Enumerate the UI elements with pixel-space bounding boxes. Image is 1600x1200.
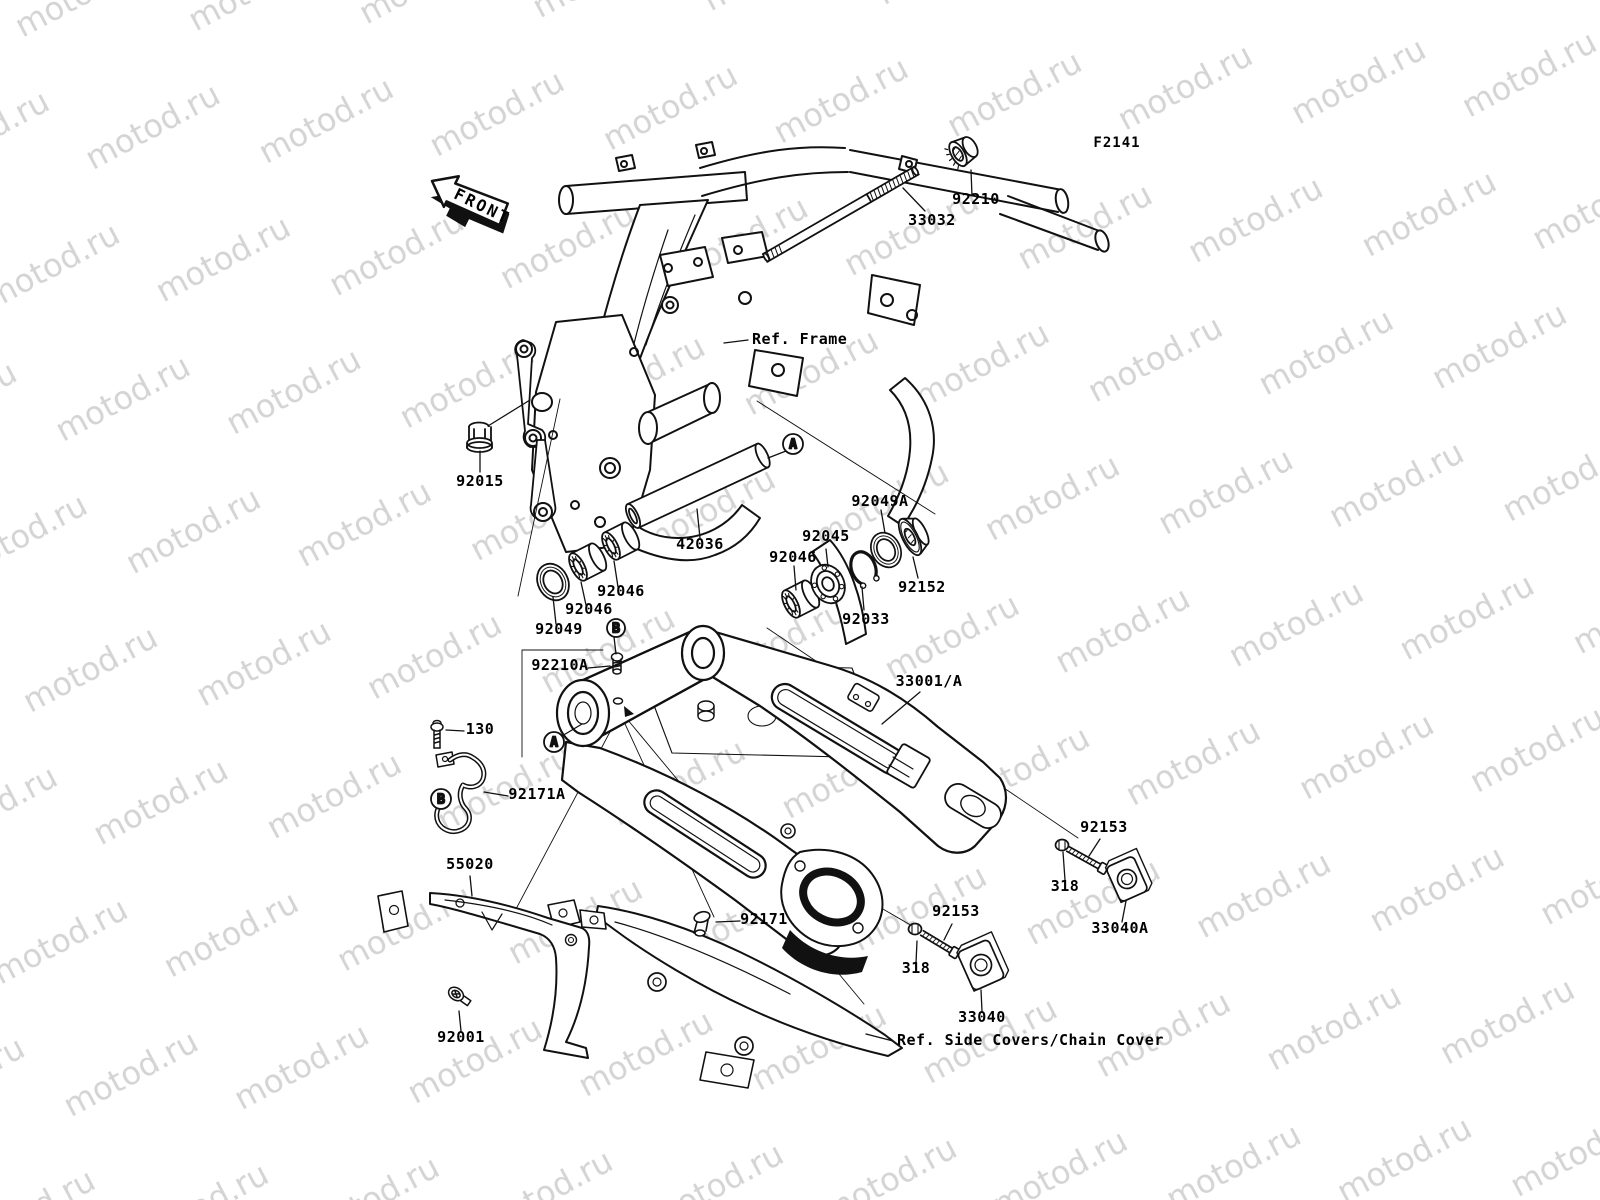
label-318-lower: 318 [901, 959, 931, 977]
label-130: 130 [465, 720, 495, 738]
label-92033: 92033 [842, 610, 890, 628]
label-92046-mid: 92046 [769, 548, 817, 566]
label-92153-upper: 92153 [1080, 818, 1128, 836]
callout-a-top-letter: A [789, 437, 797, 453]
label-92210: 92210 [952, 190, 1000, 208]
callout-b-top-letter: B [612, 621, 620, 637]
figure-code: F2141 [1093, 135, 1141, 151]
label-92210a: 92210A [531, 656, 589, 674]
label-92171: 92171 [740, 910, 788, 928]
label-92045: 92045 [802, 527, 850, 545]
label-ref-frame: Ref. Frame [752, 330, 848, 348]
callout-a-left-letter: A [550, 735, 558, 751]
label-92171a: 92171A [508, 785, 566, 803]
label-92015: 92015 [456, 472, 504, 490]
label-92153-lower: 92153 [932, 902, 980, 920]
label-55020: 55020 [446, 855, 494, 873]
label-318-upper: 318 [1050, 877, 1080, 895]
label-92049a: 92049A [851, 492, 909, 510]
label-42036: 42036 [676, 535, 724, 553]
label-33040: 33040 [958, 1008, 1006, 1026]
label-33032: 33032 [908, 211, 956, 229]
label-ref-side-covers: Ref. Side Covers/Chain Cover [897, 1031, 1164, 1049]
label-92152: 92152 [898, 578, 946, 596]
label-33040a: 33040A [1091, 919, 1149, 937]
label-92001: 92001 [437, 1028, 485, 1046]
label-33001a: 33001/A [895, 672, 963, 690]
callout-b-left-letter: B [437, 792, 445, 808]
label-92046-left-2: 92046 [565, 600, 613, 618]
label-92046-left-1: 92046 [597, 582, 645, 600]
front-arrow-label: FRONT [450, 184, 514, 228]
label-92049: 92049 [535, 620, 583, 638]
